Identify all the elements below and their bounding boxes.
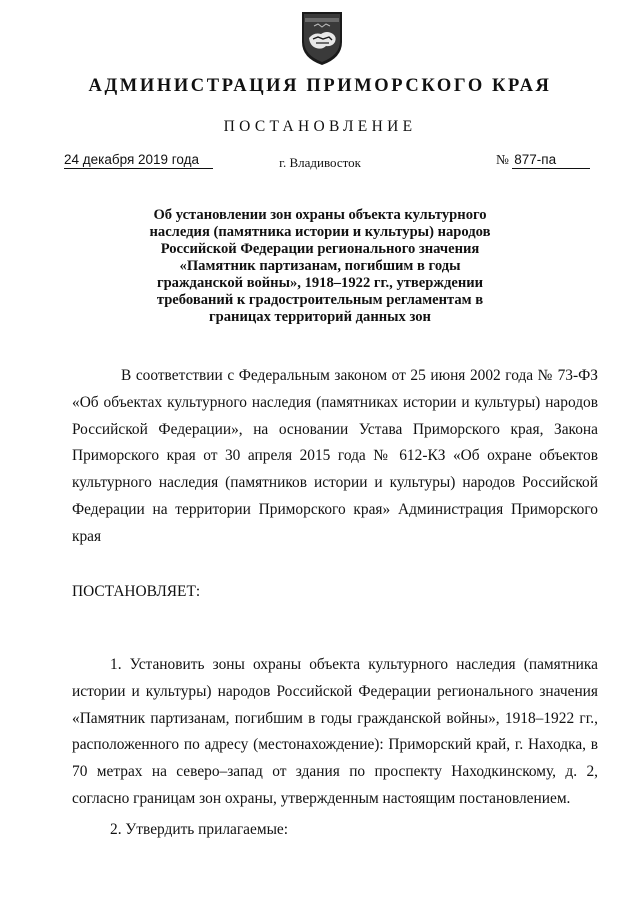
item-2-paragraph: 2. Утвердить прилагаемые: xyxy=(110,821,289,838)
document-heading: Об установлении зон охраны объекта культурного наследия (памятника истории и культуры) народов Российской Федерации регионального значения «Памятник партизанам, погибшим в годы гражданской войны», 1918–1922 гг., утверждении требований к градостроительным регламентам в границах территорий данных зон xyxy=(149,207,491,325)
preamble-paragraph: В соответствии с Федеральным законом от 25 июня 2002 года № 73-ФЗ «Об объектах культурного наследия (памятниках истории и культуры) народов Российской Федерации», на основании Устава Приморского края, Закона Приморского края от 30 апреля 2015 года № 612-КЗ «Об охране объектов культурного наследия (памятников истории и культуры) народов Российской Федерации на территории Приморского края» Администрация Приморского края xyxy=(72,367,598,545)
number-label: № xyxy=(496,152,509,167)
number-value: 877-па xyxy=(512,152,590,169)
coat-of-arms-icon xyxy=(296,8,348,68)
item-1-paragraph: 1. Установить зоны охраны объекта культурного наследия (памятника истории и культуры) народов Российской Федерации регионального значения «Памятник партизанам, погибшим в годы гражданской войны», 1918–1922 гг., расположенного по адресу (местонахождение): Приморский край, г. Находка, в 70 метрах на северо–запад от здания по проспекту Находкинскому, д. 2, согласно границам зон охраны, утвержденным настоящим постановлением. xyxy=(72,656,598,807)
document-city: г. Владивосток xyxy=(279,155,361,170)
decree-word: ПОСТАНОВЛЯЕТ: xyxy=(72,583,201,600)
document-type: ПОСТАНОВЛЕНИЕ xyxy=(223,118,417,135)
document-number xyxy=(496,152,590,169)
organization-title: АДМИНИСТРАЦИЯ ПРИМОРСКОГО КРАЯ xyxy=(88,76,552,96)
document-date: 24 декабря 2019 года xyxy=(64,152,213,169)
